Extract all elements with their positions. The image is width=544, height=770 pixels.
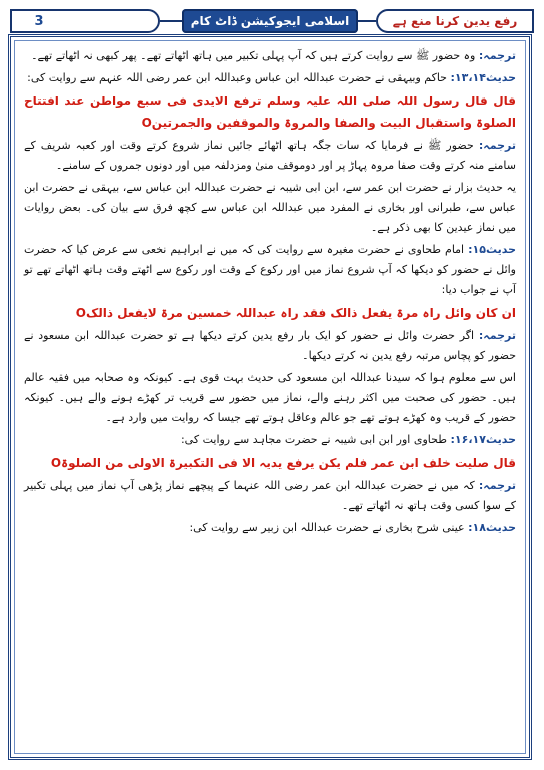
header-connector-right xyxy=(358,20,376,22)
translation-label: ترجمہ: xyxy=(478,329,516,342)
hadith-text: امام طحاوی نے حضرت مغیرہ سے روایت کی کہ میں نے ابراہیم نخعی سے عرض کیا کہ حضرت وائل نے حضور کو دیکھا کہ آپ شروع نماز میں اور رکوع کے وقت اور رکوع سے اٹھتے وقت ہاتھ اٹھاتے تھے تو آپ نے جواب دیا: xyxy=(24,243,516,296)
page-number: 3 xyxy=(34,14,44,29)
hadith-block xyxy=(24,240,516,300)
translation-label: ترجمہ: xyxy=(478,479,516,492)
page-number-box xyxy=(10,9,160,33)
translation-text: وہ حضور ﷺ سے روایت کرتے ہیں کہ آپ پہلی تکبیر میں ہاتھ اٹھاتے تھے۔ پھر کبھی نہ اٹھاتے تھے۔ xyxy=(31,49,476,62)
site-title: اسلامی ایجوکیشن ڈاٹ کام xyxy=(182,9,358,33)
hadith-block xyxy=(24,430,516,450)
translation-block xyxy=(24,326,516,366)
hadith-block xyxy=(24,68,516,88)
chapter-title: رفع یدین کرنا منع ہے xyxy=(376,9,534,33)
translation-text: حضور ﷺ نے فرمایا کہ سات جگہ ہاتھ اٹھائے جائیں نماز شروع کرتے وقت اور کعبہ شریف کے سامنے منہ کرتے وقت صفا مروہ پہاڑ پر اور دوموقف منیٰ ومزدلفہ میں اور دونوں جمروں کے سامنے۔ xyxy=(24,139,516,172)
translation-text: اگر حضرت وائل نے حضور کو ایک بار رفع یدین کرتے دیکھا ہے تو حضرت عبداللہ ابن مسعود نے حضور کو پچاس مرتبہ رفع یدین نہ کرتے دیکھا۔ xyxy=(24,329,516,362)
translation-text: کہ میں نے حضرت عبداللہ ابن عمر رضی اللہ عنہما کے پیچھے نماز پڑھی آپ نماز میں پہلی تکبیر کے سوا کسی وقت ہاتھ نہ اٹھاتے تھے۔ xyxy=(24,479,516,512)
hadith-block xyxy=(24,518,516,538)
translation-label: ترجمہ: xyxy=(478,139,516,152)
translation-label: ترجمہ: xyxy=(478,49,516,62)
hadith-text: طحاوی اور ابن ابی شیبہ نے حضرت مجاہد سے روایت کی: xyxy=(180,433,447,446)
narration-paragraph: یہ حدیث بزار نے حضرت ابن عمر سے، ابن ابی شیبہ نے حضرت عبداللہ ابن عباس سے، بیہقی نے حضرت ابن عباس سے، طبرانی اور بخاری نے المفرد میں عبداللہ ابن عباس سے کچھ فرق سے بیان کی۔ بعض روایات میں نماز عیدین کا بھی ذکر ہے۔ xyxy=(24,181,516,234)
arabic-quote: قال قال رسول اللہ صلی اللہ علیہ وسلم ترفع الایدی فی سبع مواطن عند افتتاح الصلوۃ واستقبال البیت والصفا والمروۃ والموقفین والجمرتینO xyxy=(24,94,516,130)
page-content xyxy=(24,46,516,540)
translation-block xyxy=(24,476,516,516)
header-connector-left xyxy=(160,20,182,22)
hadith-text: عینی شرح بخاری نے حضرت عبداللہ ابن زبیر سے روایت کی: xyxy=(189,521,465,534)
hadith-label: حدیث۱۵: xyxy=(468,243,516,256)
hadith-label: حدیث۱۶،۱۷: xyxy=(450,433,516,446)
arabic-quote: ان کان وائل راہ مرۃ یفعل ذالک فقد راہ عبداللہ خمسین مرۃ لایفعل ذالکO xyxy=(75,306,516,320)
hadith-label: حدیث۱۸: xyxy=(468,521,516,534)
hadith-label: حدیث۱۳،۱۴: xyxy=(450,71,516,84)
arabic-quote: قال صلیت خلف ابن عمر فلم یکن یرفع یدیہ الا فی التکبیرۃ الاولی من الصلوۃO xyxy=(50,456,516,470)
page-header xyxy=(10,9,534,33)
translation-block xyxy=(24,46,516,66)
translation-block xyxy=(24,136,516,176)
commentary-paragraph: اس سے معلوم ہوا کہ سیدنا عبداللہ ابن مسعود کی حدیث بہت قوی ہے۔ کیونکہ وہ صحابہ میں فقیہ عالم ہیں۔ حضور کی صحبت میں اکثر رہنے والے، نماز میں حضور سے قریب تر کھڑے ہونے والے ہیں۔ کیونکہ حضور کے قریب وہ کھڑے ہوتے تھے جو عالم وعاقل ہوتے تھے جیسا کہ روایت میں وارد ہے۔ xyxy=(24,371,516,424)
hadith-text: حاکم وبیہقی نے حضرت عبداللہ ابن عباس وعبداللہ ابن عمر رضی اللہ عنہم سے روایت کی: xyxy=(27,71,447,84)
